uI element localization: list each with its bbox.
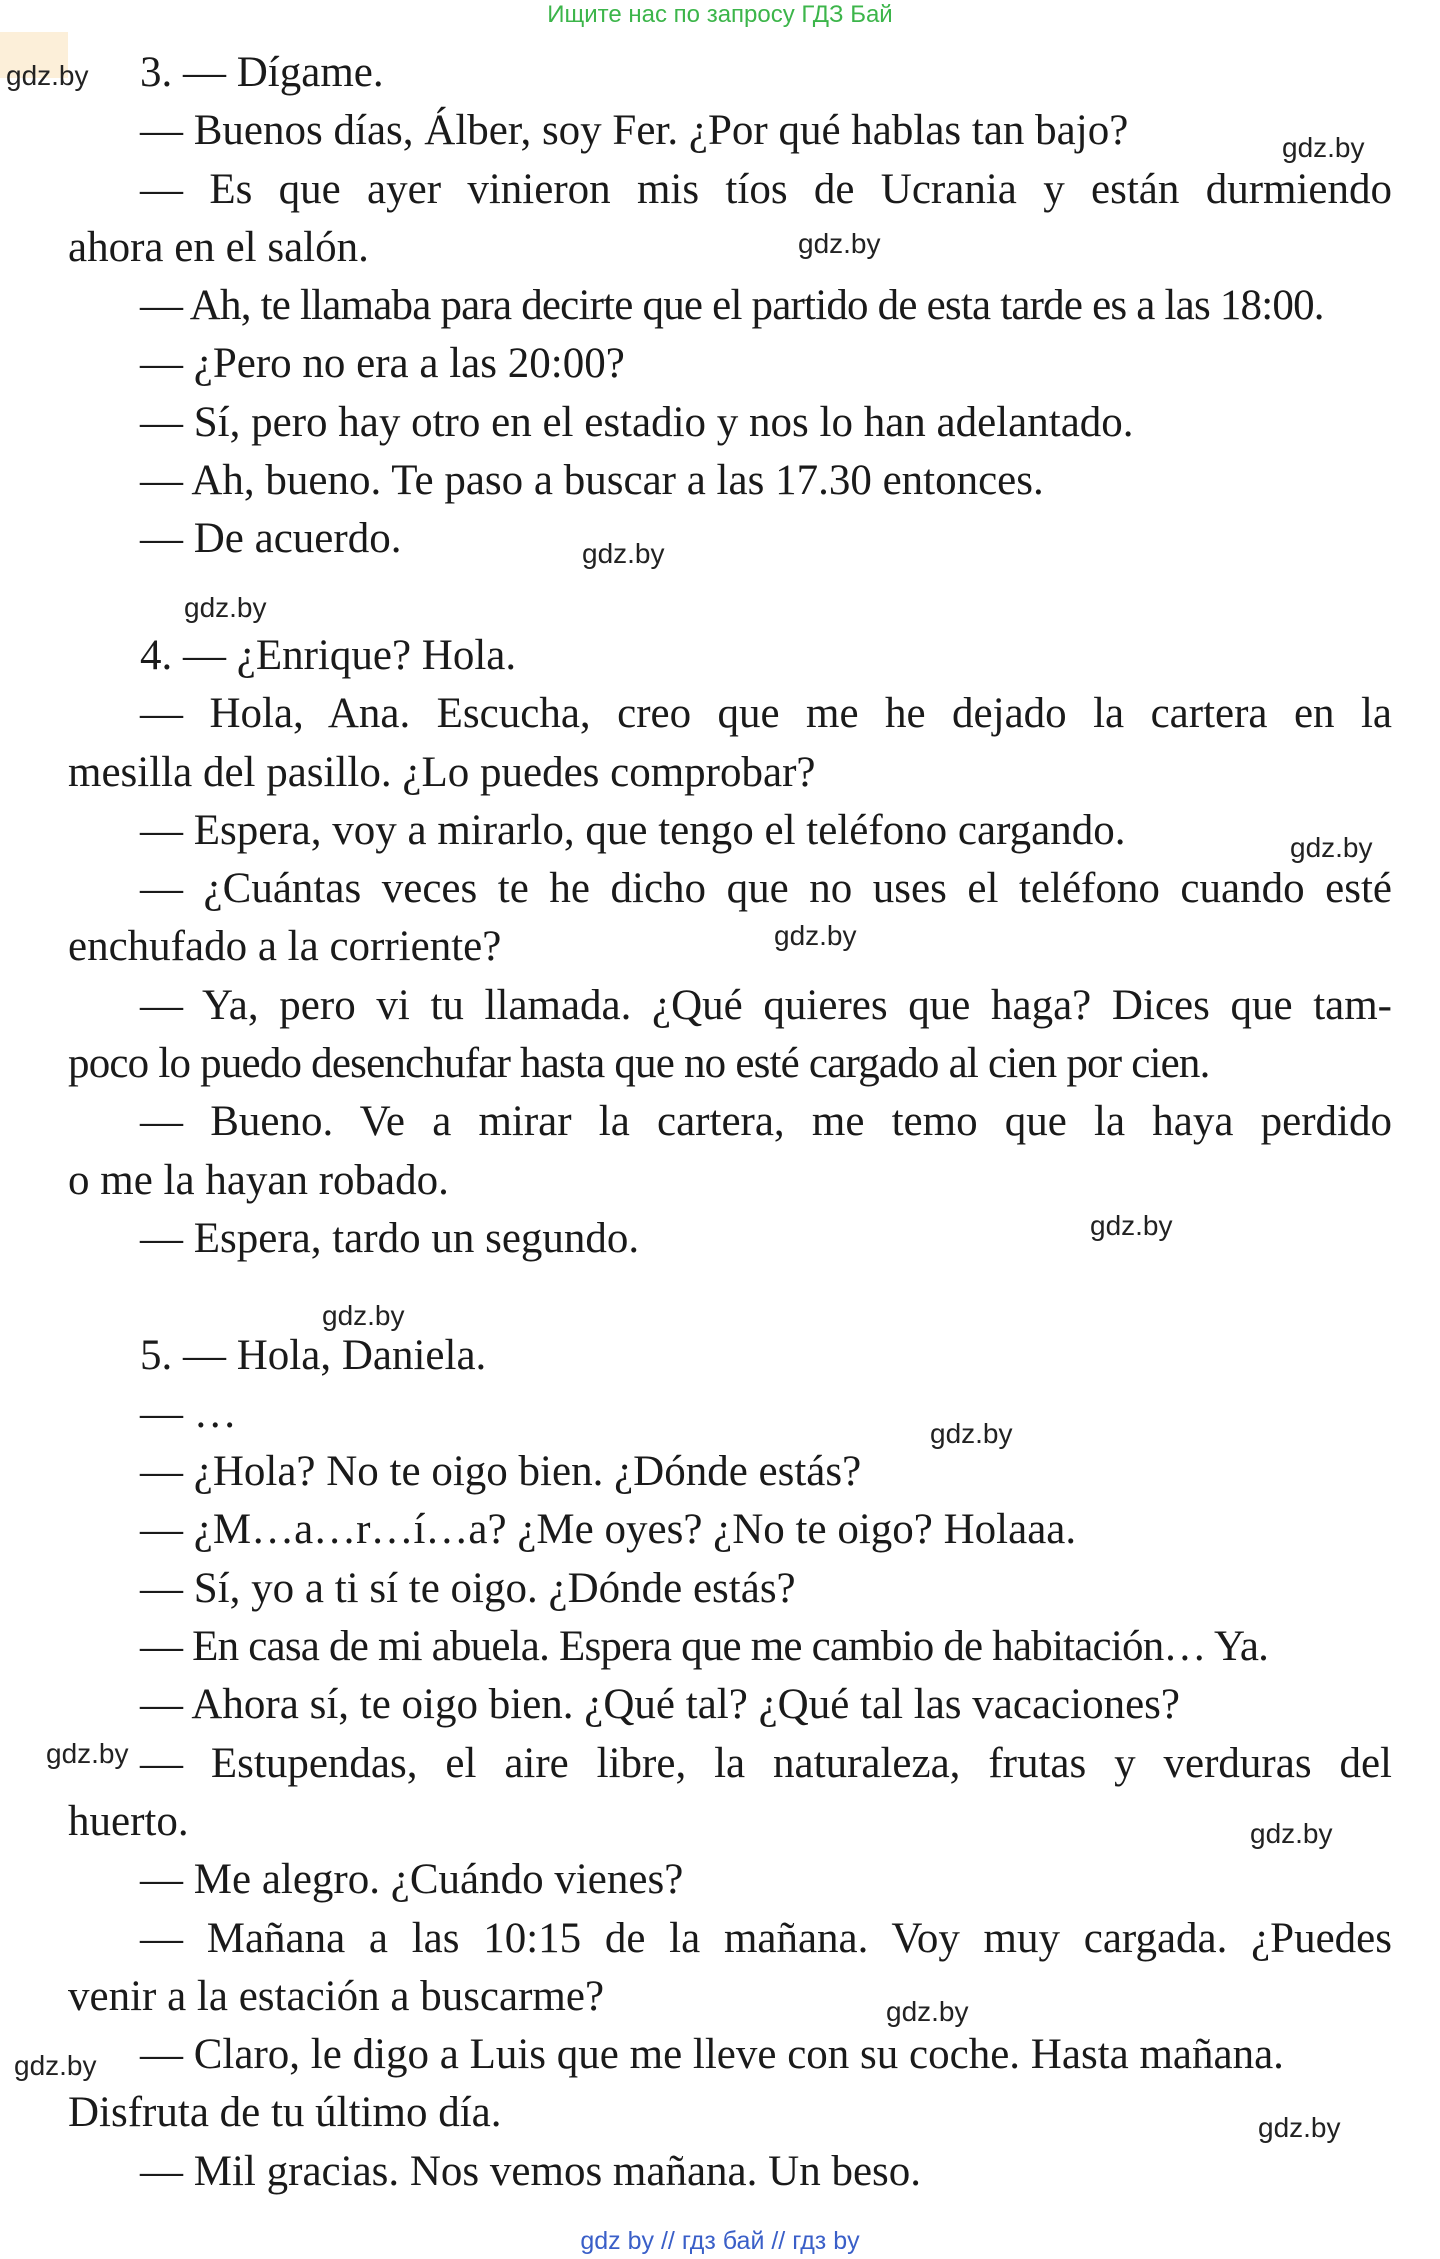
search-banner: Ищите нас по запросу ГДЗ Бай [547,1,893,28]
watermark: gdz.by [1250,1818,1333,1849]
dialog-5-line-12: venir a la estación a buscarme? [68,1972,605,2020]
dialog-5-line-15: — Mil gracias. Nos vemos mañana. Un beso. [140,2147,922,2195]
dialog-3-line-7: — Sí, pero hay otro en el estadio y nos lo han adelantado. [140,398,1134,446]
dialog-3-line-8: — Ah, bueno. Te paso a buscar a las 17.30 entonces. [140,457,1044,505]
dialog-5-line-14: Disfruta de tu último día. [68,2089,502,2137]
dialog-text [68,44,1392,2201]
dialog-5-line-1: 5. — Hola, Daniela. [140,1331,487,1379]
dialog-5-line-5: — Sí, yo a ti sí te oigo. ¿Dónde estás? [140,1564,796,1612]
watermark: gdz.by [46,1738,129,1769]
watermark: gdz.by [886,1996,969,2027]
dialog-4-line-9: — Bueno. Ve a mirar la cartera, me temo que la haya perdido [140,1098,1392,1146]
dialog-5-line-6: — En casa de mi abuela. Espera que me cambio de habitación… Ya. [140,1623,1269,1671]
dialog-4-line-10: o me la hayan robado. [68,1156,449,1204]
watermark: gdz.by [1090,1210,1173,1241]
dialog-5-line-7: — Ahora sí, te oigo bien. ¿Qué tal? ¿Qué tal las vacaciones? [140,1681,1180,1729]
dialog-5-line-10: — Me alegro. ¿Cuándo vienes? [140,1856,684,1904]
dialog-4-line-11: — Espera, tardo un segundo. [140,1214,640,1262]
dialog-4-line-7: — Ya, pero vi tu llamada. ¿Qué quieres que haga? Dices que tam- [140,981,1392,1029]
dialog-3-line-6: — ¿Pero no era a las 20:00? [140,340,625,388]
watermark: gdz.by [798,228,881,259]
watermark: gdz.by [1290,832,1373,863]
watermark: gdz.by [582,538,665,569]
dialog-5-line-2: — … [140,1389,237,1437]
dialog-5-line-9: huerto. [68,1797,189,1845]
dialog-3-line-9: — De acuerdo. [140,515,402,563]
dialog-3-line-4: ahora en el salón. [68,223,369,271]
dialog-5-line-8: — Estupendas, el aire libre, la naturaleza, frutas y verduras del [140,1739,1392,1787]
dialog-4-line-2: — Hola, Ana. Escucha, creo que me he dejado la cartera en la [140,690,1392,738]
dialog-4-line-4: — Espera, voy a mirarlo, que tengo el teléfono cargando. [140,806,1126,854]
dialog-5-line-13: — Claro, le digo a Luis que me lleve con su coche. Hasta mañana. [140,2031,1284,2079]
watermark: gdz.by [322,1300,405,1331]
dialog-4-line-1: 4. — ¿Enrique? Hola. [140,631,517,679]
dialog-3-line-2: — Buenos días, Álber, soy Fer. ¿Por qué hablas tan bajo? [140,107,1129,155]
watermark: gdz.by [930,1418,1013,1449]
dialog-4-line-6: enchufado a la corriente? [68,923,502,971]
dialog-3-line-3: — Es que ayer vinieron mis tíos de Ucrania y están durmiendo [140,165,1392,213]
dialog-4-line-3: mesilla del pasillo. ¿Lo puedes comprobar? [68,748,816,796]
footer-links: gdz by // гдз бай // гдз by [580,2227,860,2255]
watermark: gdz.by [1258,2112,1341,2143]
dialog-3-line-1: 3. — Dígame. [140,49,384,96]
dialog-5-line-3: — ¿Hola? No te oigo bien. ¿Dónde estás? [140,1448,862,1496]
spacer [68,569,1392,627]
dialog-4-line-8: poco lo puedo desenchufar hasta que no esté cargado al cien por cien. [68,1040,1210,1088]
dialog-3-line-5: — Ah, te llamaba para decirte que el partido de esta tarde es a las 18:00. [140,282,1324,330]
watermark: gdz.by [14,2050,97,2081]
watermark: gdz.by [184,592,267,623]
watermark: gdz.by [774,920,857,951]
dialog-5-line-4: — ¿M…a…r…í…a? ¿Me oyes? ¿No te oigo? Holaaa. [140,1506,1077,1554]
dialog-4-line-5: — ¿Cuántas veces te he dicho que no uses el teléfono cuando esté [140,865,1392,913]
watermark: gdz.by [1282,132,1365,163]
spacer [68,1268,1392,1326]
dialog-5-line-11: — Mañana a las 10:15 de la mañana. Voy muy cargada. ¿Puedes [140,1914,1392,1962]
watermark: gdz.by [6,60,89,91]
